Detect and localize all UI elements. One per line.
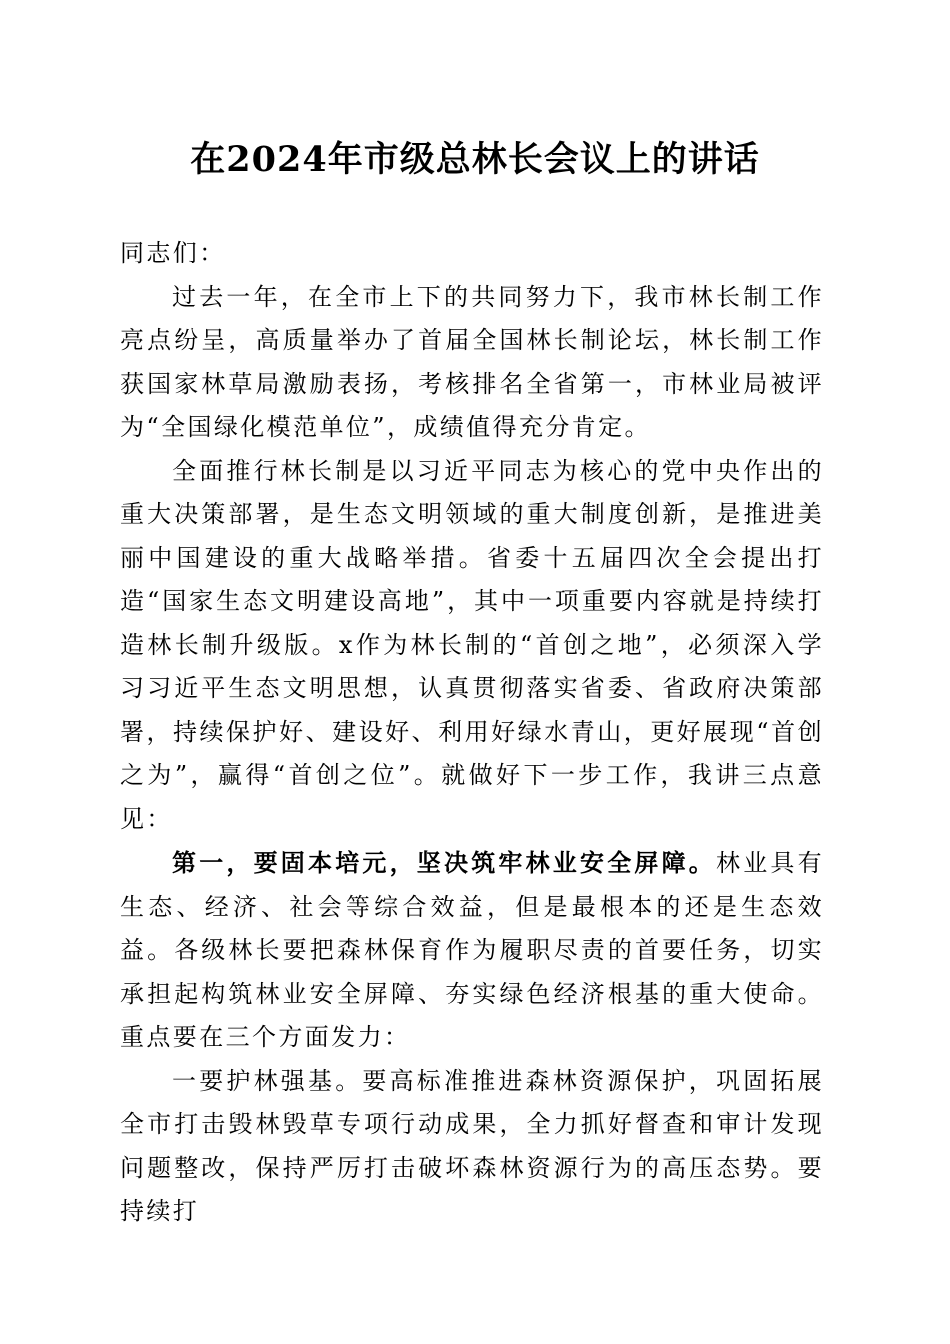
document-title: 在2024年市级总林长会议上的讲话 — [190, 139, 760, 180]
paragraph-text: 过去一年，在全市上下的共同努力下，我市林长制工作亮点纷呈，高质量举办了首届全国林长制论坛，林长制工作获国家林草局激励表扬，考核排名全省第一，市林业局被评为“全国绿化模范单位”，成绩值得充分肯定。 — [120, 282, 824, 441]
paragraph-text: 林业具有生态、经济、社会等综合效益，但是最根本的还是生态效益。各级林长要把森林保育作为履职尽责的首要任务，切实承担起构筑林业安全屏障、夯实绿色经济根基的重大使命。重点要在三个方面发力： — [120, 849, 824, 1051]
paragraph-1 — [120, 276, 824, 450]
salutation: 同志们： — [120, 239, 226, 267]
paragraph-text: 一要护林强基。要高标准推进森林资源保护，巩固拓展全市打击毁林毁草专项行动成果，全力抓好督查和审计发现问题整改，保持严厉打击破坏森林资源行为的高压态势。要持续打 — [120, 1066, 824, 1225]
paragraph-4 — [120, 1060, 824, 1234]
paragraph-text: 全面推行林长制是以习近平同志为核心的党中央作出的重大决策部署，是生态文明领域的重大制度创新，是推进美丽中国建设的重大战略举措。省委十五届四次全会提出打造“国家生态文明建设高地”，其中一项重要内容就是持续打造林长制升级版。x作为林长制的“首创之地”，必须深入学习习近平生态文明思想，认真贯彻落实省委、省政府决策部署，持续保护好、建设好、利用好绿水青山，更好展现“首创之为”，赢得“首创之位”。就做好下一步工作，我讲三点意见： — [120, 456, 824, 833]
document-body — [120, 232, 824, 1234]
paragraph-2 — [120, 450, 824, 842]
paragraph-bold-lead: 第一，要固本培元，坚决筑牢林业安全屏障。 — [172, 848, 716, 877]
paragraph-3 — [120, 841, 824, 1060]
